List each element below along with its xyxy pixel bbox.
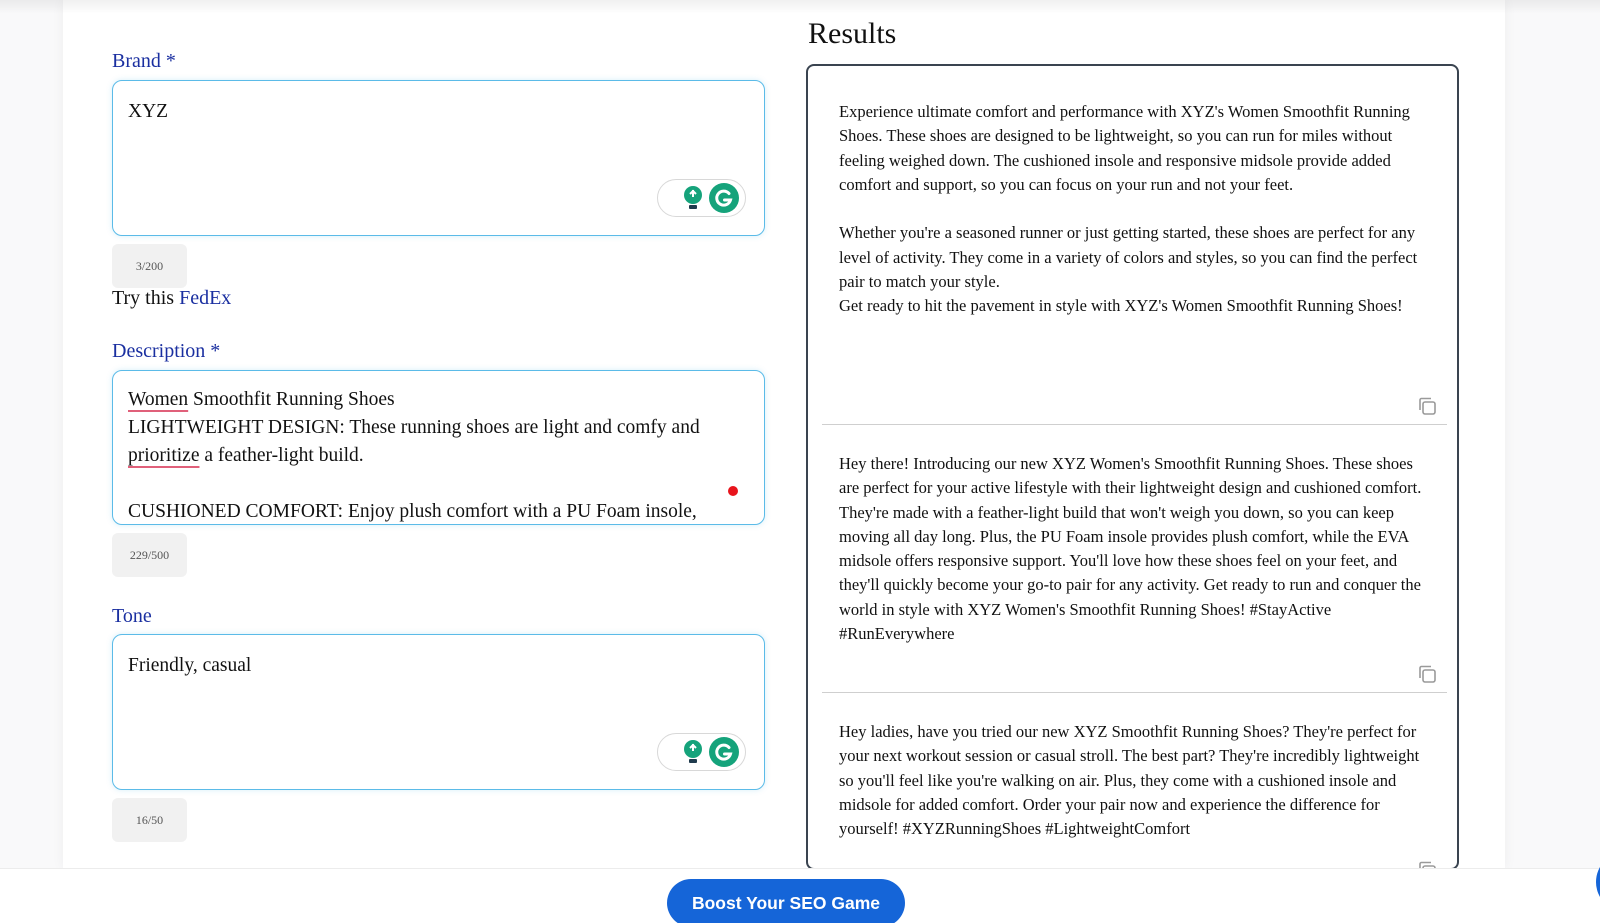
spelling-underline[interactable]: prioritize xyxy=(128,445,200,466)
description-line-1 xyxy=(128,386,749,414)
grammarly-g-glyph xyxy=(713,741,735,763)
grammarly-widget[interactable] xyxy=(657,179,746,217)
description-line-5: CUSHIONED COMFORT: Enjoy plush comfort with a PU Foam insole, xyxy=(128,501,697,522)
bulb-icon[interactable] xyxy=(683,739,703,765)
grammarly-widget[interactable] xyxy=(657,733,746,771)
description-line-3 xyxy=(128,442,749,470)
result-item xyxy=(822,425,1447,693)
grammarly-icon[interactable] xyxy=(709,183,739,213)
boost-seo-button[interactable]: Boost Your SEO Game xyxy=(667,879,905,923)
top-shadow xyxy=(0,0,1600,14)
suggestion-link[interactable]: FedEx xyxy=(179,287,232,309)
grammar-error-dot[interactable] xyxy=(728,486,738,496)
brand-value: XYZ xyxy=(128,101,169,122)
description-line-4 xyxy=(128,470,749,498)
result-item xyxy=(822,100,1447,425)
description-field[interactable] xyxy=(112,370,765,525)
brand-field[interactable] xyxy=(112,80,765,236)
result-item xyxy=(822,693,1447,889)
brand-counter: 3/200 xyxy=(112,244,187,288)
tone-field[interactable] xyxy=(112,634,765,790)
results-panel xyxy=(806,64,1459,870)
description-counter: 229/500 xyxy=(112,533,187,577)
description-line-1-rest: Smoothfit Running Shoes xyxy=(188,389,395,410)
grammarly-icon[interactable] xyxy=(709,737,739,767)
description-line-3-rest: a feather-light build. xyxy=(199,445,364,466)
result-text: Experience ultimate comfort and performance with XYZ's Women Smoothfit Running Shoes. These shoes are designed to be lightweight, so you can run for miles without feeling weighed down. The cushioned insole and responsive midsole provide added comfort and support, so you can focus on your run and not your feet. Whether you're a seasoned runner or just getting started, these shoes are perfect for any level of activity. They come in a variety of colors and styles, so you can find the perfect pair to match your style. Get ready to hit the pavement in style with XYZ's Women Smoothfit Running Shoes! xyxy=(839,102,1418,316)
brand-suggestion xyxy=(112,287,231,310)
suggestion-prefix: Try this xyxy=(112,287,175,309)
tone-counter: 16/50 xyxy=(112,798,187,842)
description-label: Description * xyxy=(112,340,221,362)
description-line-2: LIGHTWEIGHT DESIGN: These running shoes are light and comfy and xyxy=(128,417,700,438)
tone-value: Friendly, casual xyxy=(128,655,252,676)
bulb-icon[interactable] xyxy=(683,185,703,211)
spelling-underline[interactable]: Women xyxy=(128,389,189,410)
result-text: Hey ladies, have you tried our new XYZ Smoothfit Running Shoes? They're perfect for your next workout session or casual stroll. The best part? They're incredibly lightweight so you'll feel like you're walking on air. Plus, they come with a cushioned insole and midsole for added comfort. Order your pair now and experience the difference for yourself! #XYZRunningShoes #LightweightComfort xyxy=(839,722,1420,839)
copy-icon[interactable] xyxy=(1417,396,1437,416)
copy-icon[interactable] xyxy=(1417,664,1437,684)
result-text: Hey there! Introducing our new XYZ Women's Smoothfit Running Shoes. These shoes are perfect for your active lifestyle with their lightweight design and cushioned comfort. They're made with a feather-light build that won't weigh you down, so you can keep moving all day long. Plus, the PU Foam insole provides plush comfort, while the EVA midsole offers responsive support. You'll love how these shoes feel on your feet, and they'll quickly become your go-to pair for any activity. Get ready to run and conquer the world in style with XYZ Women's Smoothfit Running Shoes! #StayActive #RunEverywhere xyxy=(839,454,1422,644)
brand-label: Brand * xyxy=(112,50,176,72)
grammarly-g-glyph xyxy=(713,187,735,209)
tone-label: Tone xyxy=(112,605,152,627)
results-title: Results xyxy=(808,17,897,50)
